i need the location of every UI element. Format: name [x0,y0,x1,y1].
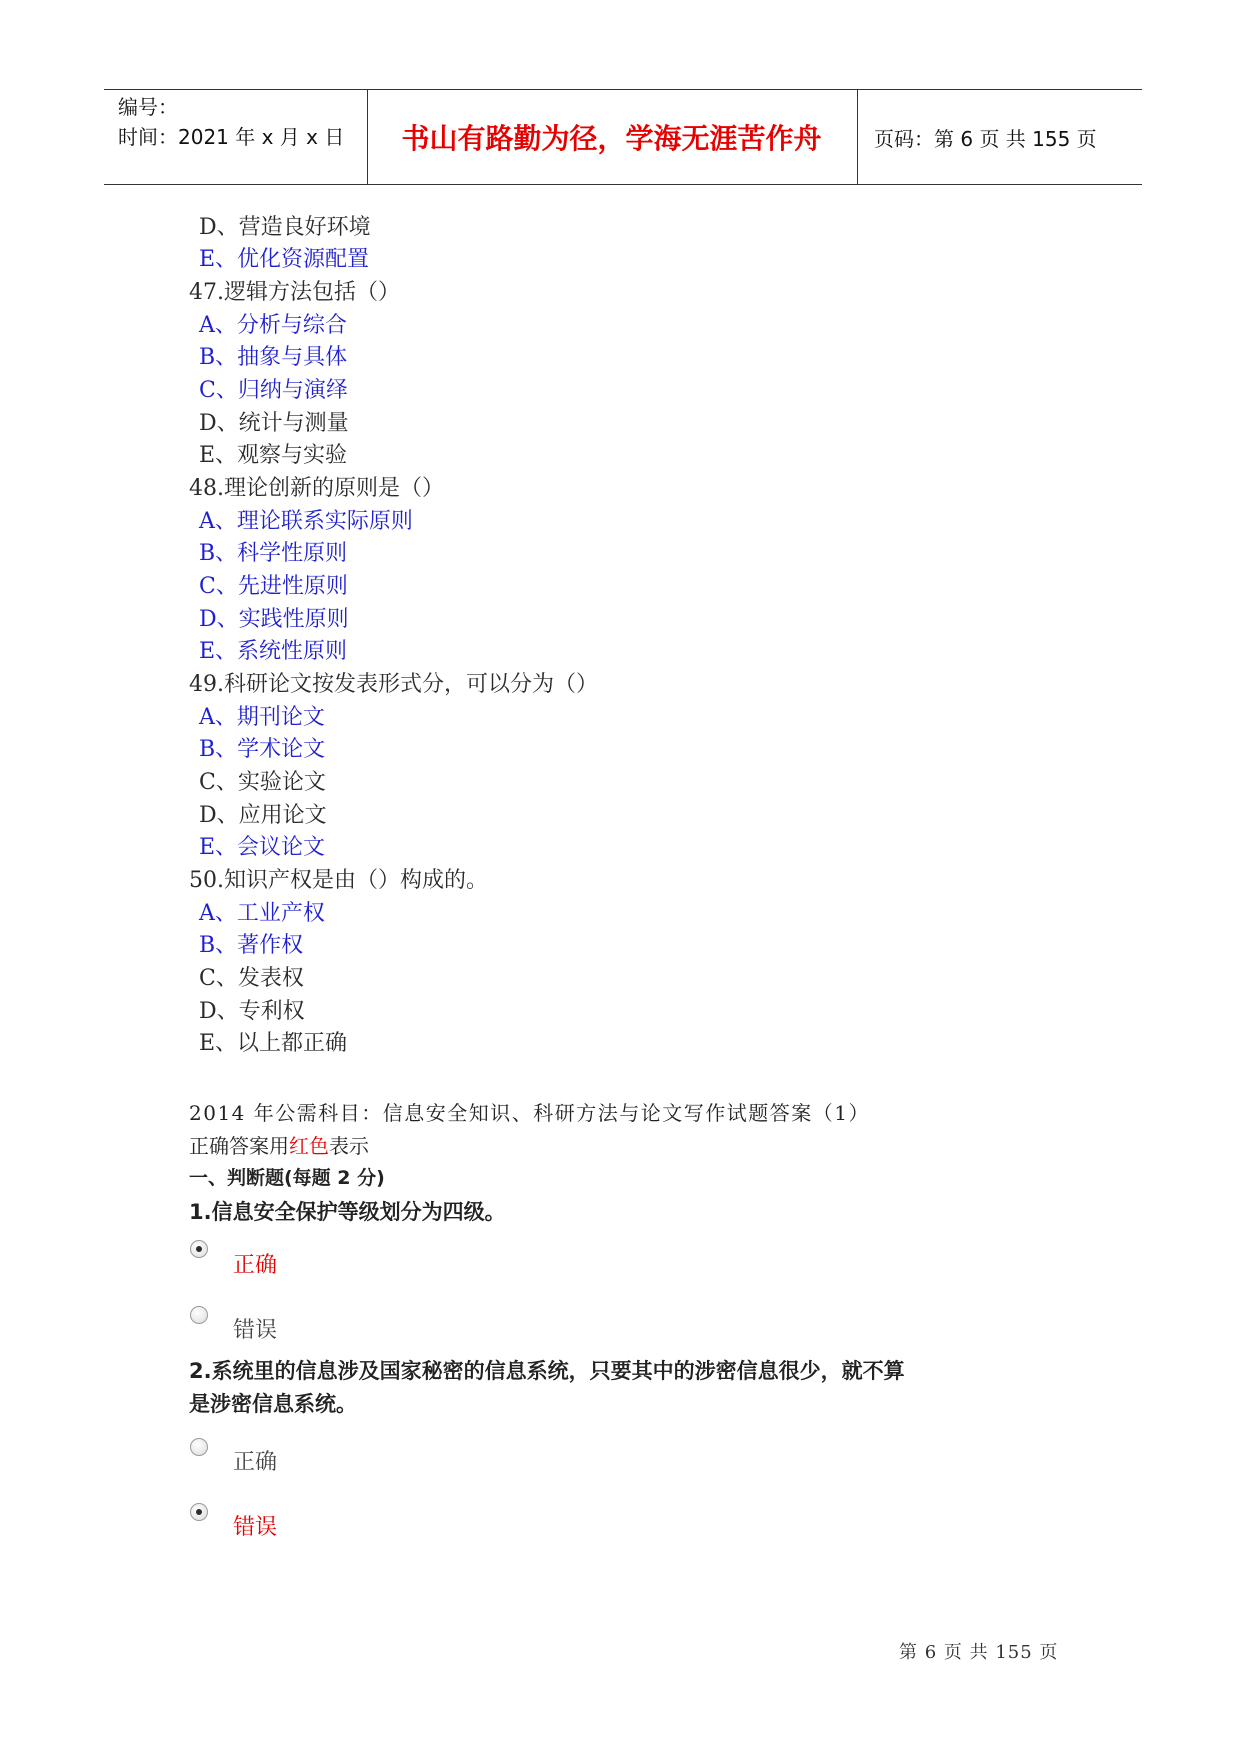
question-line: 50.知识产权是由（）构成的。 [189,868,488,893]
radio-q2-correct[interactable] [190,1438,208,1456]
q1-option-correct: 正确 [233,1253,278,1278]
note-prefix: 正确答案用 [189,1134,289,1158]
option-line: B、科学性原则 [199,541,348,566]
option-line: E、会议论文 [199,835,326,860]
header-motto: 书山有路勤为径，学海无涯苦作舟 [401,122,822,155]
header-divider [857,90,858,184]
option-line: A、期刊论文 [199,705,325,730]
option-line: B、著作权 [199,933,304,958]
option-line: C、先进性原则 [199,574,348,599]
option-line: D、专利权 [199,999,305,1024]
option-line: A、工业产权 [199,901,325,926]
answer-color-note [189,1130,369,1159]
page-header [104,89,1142,185]
option-line: E、以上都正确 [199,1031,348,1056]
question-line: 49.科研论文按发表形式分，可以分为（） [189,672,598,697]
option-line: D、应用论文 [199,803,327,828]
question-2-line-2: 是涉密信息系统。 [189,1392,357,1416]
question-line: 47.逻辑方法包括（） [189,280,400,305]
option-line: A、分析与综合 [199,313,347,338]
page-footer: 第 6 页 共 155 页 [899,1642,1059,1663]
radio-q1-wrong[interactable] [190,1306,208,1324]
option-line: D、统计与测量 [199,411,349,436]
header-meta [118,92,344,152]
radio-q1-correct[interactable] [190,1240,208,1258]
part-heading: 一、判断题(每题 2 分) [189,1167,385,1189]
header-divider [367,90,368,184]
section-title: 2014 年公需科目：信息安全知识、科研方法与论文写作试题答案（1） [189,1101,870,1125]
radio-selected-dot [196,1509,202,1515]
question-line: 48.理论创新的原则是（） [189,476,444,501]
option-line: E、系统性原则 [199,639,348,664]
radio-selected-dot [196,1246,202,1252]
option-line: D、营造良好环境 [199,215,371,240]
question-2-line-1: 2.系统里的信息涉及国家秘密的信息系统，只要其中的涉密信息很少，就不算 [189,1359,905,1383]
option-line: D、实践性原则 [199,607,349,632]
q2-option-wrong: 错误 [233,1515,278,1540]
q2-option-correct: 正确 [233,1450,278,1475]
question-1: 1.信息安全保护等级划分为四级。 [189,1200,506,1224]
option-line: B、抽象与具体 [199,345,348,370]
header-page-info: 页码：第 6 页 共 155 页 [874,126,1097,151]
number-label: 编号： [118,95,178,119]
time-label: 时间：2021 年 x 月 x 日 [118,125,345,149]
option-line: C、实验论文 [199,770,326,795]
note-suffix: 表示 [329,1134,369,1158]
option-line: B、学术论文 [199,737,326,762]
option-line: E、优化资源配置 [199,247,370,272]
option-line: E、观察与实验 [199,443,348,468]
option-line: A、理论联系实际原则 [199,509,413,534]
radio-q2-wrong[interactable] [190,1503,208,1521]
option-line: C、归纳与演绎 [199,378,348,403]
option-line: C、发表权 [199,966,304,991]
q1-option-wrong: 错误 [233,1318,278,1343]
note-red-word: 红色 [289,1134,329,1158]
